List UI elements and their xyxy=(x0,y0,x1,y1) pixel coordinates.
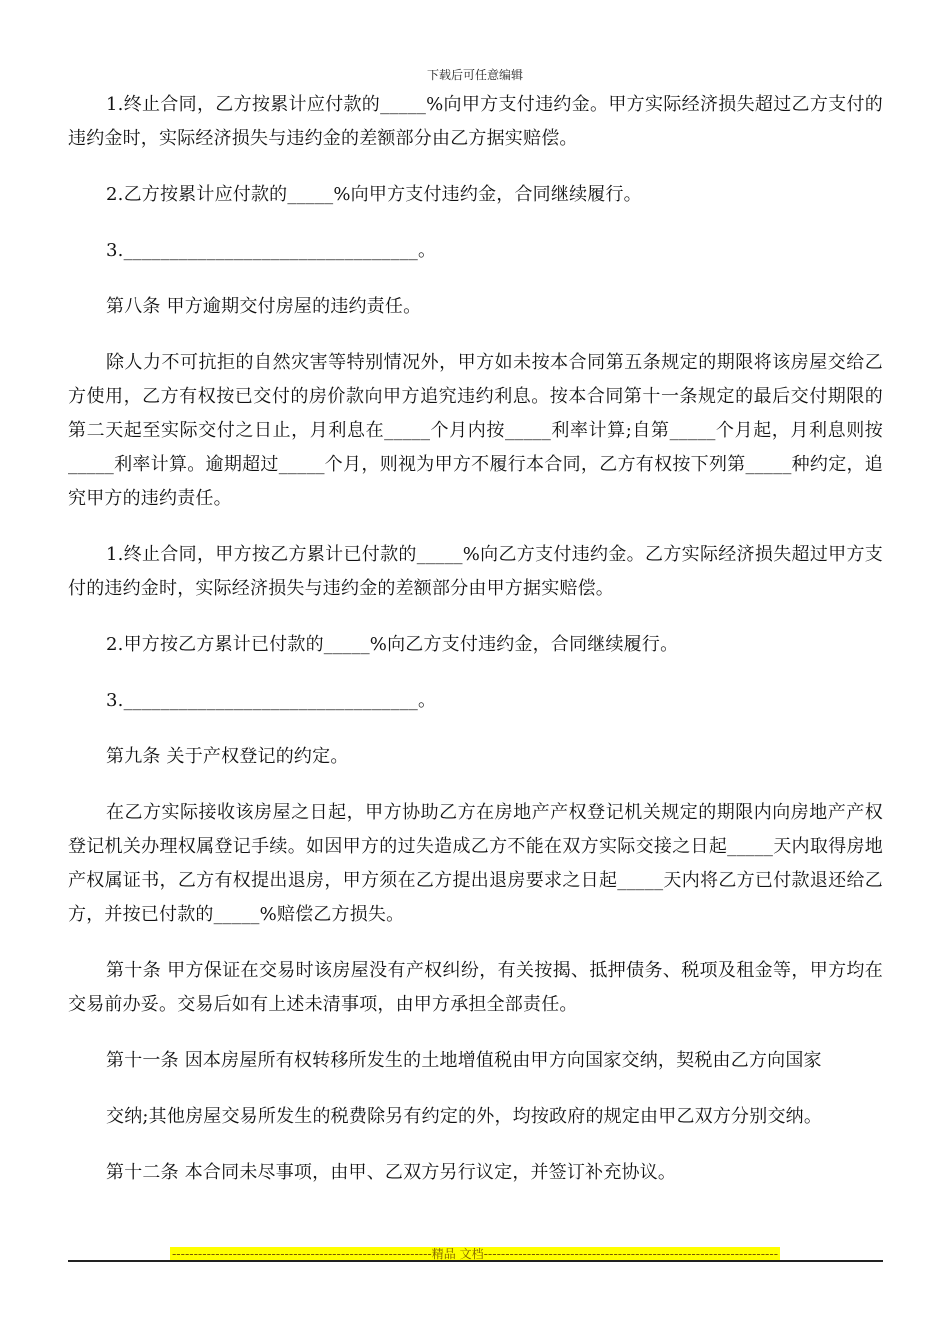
paragraph: 除人力不可抗拒的自然灾害等特别情况外，甲方如未按本合同第五条规定的期限将该房屋交给乙方使用，乙方有权按已交付的房价款向甲方追究违约利息。按本合同第十一条规定的最后交付期限的第二天起至实际交付之日止，月利息在_____个月内按_____利率计算;自第_____个月起，月利息则按_____利率计算。逾期超过_____个月，则视为甲方不履行本合同，乙方有权按下列第_____种约定，追究甲方的违约责任。 xyxy=(68,352,883,509)
paragraph: 在乙方实际接收该房屋之日起，甲方协助乙方在房地产产权登记机关规定的期限内向房地产产权登记机关办理权属登记手续。如因甲方的过失造成乙方不能在双方实际交接之日起_____天内取得房地产权属证书，乙方有权提出退房，甲方须在乙方提出退房要求之日起_____天内将乙方已付款退还给乙方，并按已付款的_____%赔偿乙方损失。 xyxy=(68,802,883,925)
paragraph: 1.终止合同，甲方按乙方累计已付款的_____%向乙方支付违约金。乙方实际经济损失超过甲方支付的违约金时，实际经济损失与违约金的差额部分由甲方据实赔偿。 xyxy=(68,544,883,599)
paragraph: 2.甲方按乙方累计已付款的_____%向乙方支付违约金，合同继续履行。 xyxy=(106,634,679,655)
footer-watermark-text: ------------------------------------------------------------精品 文档-------------------------------------------------------------------- xyxy=(171,1247,779,1261)
paragraph: 3.________________________________。 xyxy=(106,690,437,711)
document-body xyxy=(68,88,883,1190)
footer-divider xyxy=(68,1260,883,1262)
paragraph: 3.________________________________。 xyxy=(106,240,437,261)
paragraph: 2.乙方按累计应付款的_____%向甲方支付违约金，合同继续履行。 xyxy=(106,184,642,205)
paragraph: 交纳;其他房屋交易所发生的税费除另有约定的外，均按政府的规定由甲乙双方分别交纳。 xyxy=(106,1106,823,1127)
paragraph: 第十二条 本合同未尽事项，由甲、乙双方另行议定，并签订补充协议。 xyxy=(106,1162,677,1183)
article-heading: 第九条 关于产权登记的约定。 xyxy=(106,746,349,767)
paragraph: 1.终止合同，乙方按累计应付款的_____%向甲方支付违约金。甲方实际经济损失超过乙方支付的违约金时，实际经济损失与违约金的差额部分由乙方据实赔偿。 xyxy=(68,94,883,149)
paragraph: 第十一条 因本房屋所有权转移所发生的土地增值税由甲方向国家交纳，契税由乙方向国家 xyxy=(106,1050,822,1071)
paragraph: 第十条 甲方保证在交易时该房屋没有产权纠纷，有关按揭、抵押债务、税项及租金等，甲方均在交易前办妥。交易后如有上述未清事项，由甲方承担全部责任。 xyxy=(68,960,883,1015)
header-note: 下载后可任意编辑 xyxy=(426,68,523,82)
article-heading: 第八条 甲方逾期交付房屋的违约责任。 xyxy=(106,296,422,317)
